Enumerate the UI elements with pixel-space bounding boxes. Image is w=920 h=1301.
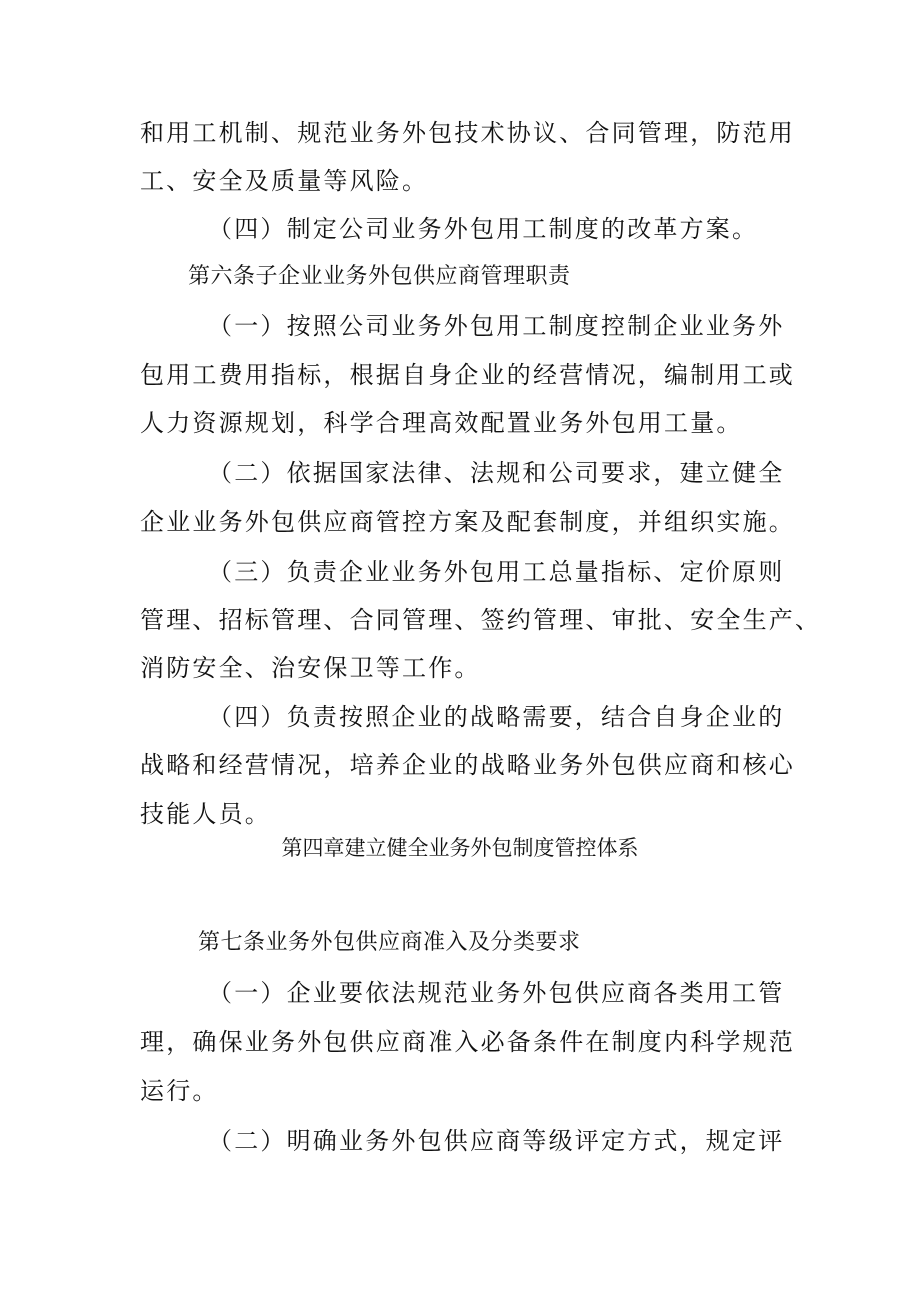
article-heading: 第七条业务外包供应商准入及分类要求 [198, 930, 581, 955]
paragraph-line: 管理、招标管理、合同管理、签约管理、审批、安全生产、 [140, 606, 822, 634]
paragraph-line: （三）负责企业业务外包用工总量指标、定价原则 [208, 558, 785, 586]
paragraph-line: （一）按照公司业务外包用工制度控制企业业务外 [208, 312, 785, 340]
paragraph-line: （四）负责按照企业的战略需要，结合自身企业的 [208, 703, 785, 731]
paragraph-line: （一）企业要依法规范业务外包供应商各类用工管 [208, 979, 785, 1007]
paragraph-line: 人力资源规划，科学合理高效配置业务外包用工量。 [140, 409, 743, 437]
paragraph-line: 技能人员。 [140, 800, 271, 828]
paragraph-line: （二）明确业务外包供应商等级评定方式，规定评 [208, 1127, 785, 1155]
paragraph-line: 企业业务外包供应商管控方案及配套制度，并组织实施。 [140, 508, 795, 536]
article-heading: 第六条子企业业务外包供应商管理职责 [188, 264, 571, 289]
paragraph-line: 战略和经营情况，培养企业的战略业务外包供应商和核心 [140, 751, 795, 779]
paragraph-line: 运行。 [140, 1077, 219, 1105]
paragraph-line: （二）依据国家法律、法规和公司要求，建立健全 [208, 459, 785, 487]
chapter-heading: 第四章建立健全业务外包制度管控体系 [281, 836, 639, 860]
paragraph-line: （四）制定公司业务外包用工制度的改革方案。 [208, 215, 759, 243]
paragraph-line: 包用工费用指标，根据自身企业的经营情况，编制用工或 [140, 361, 795, 389]
paragraph-line: 和用工机制、规范业务外包技术协议、合同管理，防范用 [140, 119, 795, 147]
paragraph-line: 理，确保业务外包供应商准入必备条件在制度内科学规范 [140, 1028, 795, 1056]
paragraph-line: 消防安全、治安保卫等工作。 [140, 654, 481, 682]
paragraph-line: 工、安全及质量等风险。 [140, 167, 429, 195]
